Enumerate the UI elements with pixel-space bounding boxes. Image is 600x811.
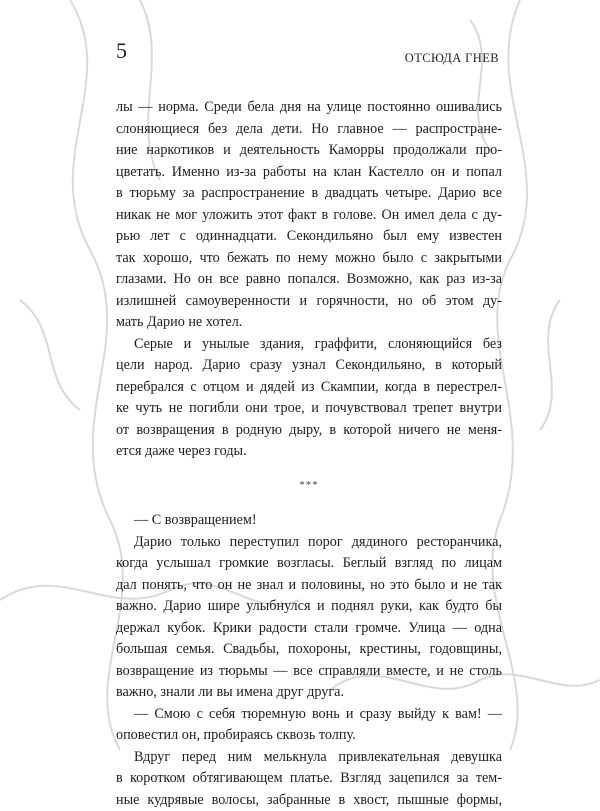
text-line: ется даже через годы. (116, 441, 502, 463)
text-line: ные кудрявые волосы, забранные в хвост, пышные формы, (116, 790, 502, 811)
text-line: когда услышал громкие возгласы. Беглый взгляд по лицам (116, 553, 502, 575)
text-line: слоняющиеся без дела дети. Но главное — распростране- (116, 119, 502, 141)
paragraph (116, 510, 502, 532)
text-line: ке чуть не погибли они трое, и почувствовал трепет внутри (116, 398, 502, 420)
text-line: Дарио только переступил порог дядиного ресторанчика, (116, 532, 502, 554)
text-line: от возвращения в родную дыру, в которой ничего не меня- (116, 420, 502, 442)
paragraph (116, 334, 502, 463)
text-line: оповестил он, пробираясь сквозь толпу. (116, 725, 502, 747)
text-line: в тюрьму за распространение в двадцать четыре. Дарио все (116, 183, 502, 205)
text-line: мать Дарио не хотел. (116, 312, 502, 334)
scene-break: *** (116, 475, 502, 497)
text-line: Серые и унылые здания, граффити, слоняющийся без (116, 334, 502, 356)
text-line: большая семья. Свадьбы, похороны, крестины, годовщины, (116, 639, 502, 661)
text-line: возвращение из тюрьмы — все справляли вместе, и не столь (116, 661, 502, 683)
text-line: держал кубок. Крики радости стали громче. Улица — одна (116, 618, 502, 640)
text-line: в коротком обтягивающем платье. Взгляд зацепился за тем- (116, 768, 502, 790)
text-line: ние наркотиков и деятельность Каморры продолжали про- (116, 140, 502, 162)
body-text (116, 97, 502, 811)
paragraph (116, 532, 502, 704)
text-line: Вдруг перед ним мелькнула привлекательная девушка (116, 747, 502, 769)
text-line: глазами. Но он все равно попался. Возможно, как раз из-за (116, 269, 502, 291)
paragraph (116, 704, 502, 747)
text-line: никак не мог уложить этот факт в голове. Он имел дела с ду- (116, 205, 502, 227)
text-line: важно, знали ли вы имена друг друга. (116, 682, 502, 704)
paragraph (116, 747, 502, 811)
text-line: — Смою с себя тюремную вонь и сразу выйду к вам! — (116, 704, 502, 726)
text-line: дал понять, что он не знал и половины, но это было и не так (116, 575, 502, 597)
text-line: — С возвращением! (116, 510, 502, 532)
text-line: излишней самоуверенности и горячности, но об этом ду- (116, 291, 502, 313)
text-line: перебрался с отцом и дядей из Скампии, когда в перестрел- (116, 377, 502, 399)
text-line: лы — норма. Среди бела дня на улице постоянно ошивались (116, 97, 502, 119)
text-line: важно. Дарио шире улыбнулся и поднял руки, как будто бы (116, 596, 502, 618)
text-line: рью лет с одиннадцати. Секондильяно был ему известен (116, 226, 502, 248)
text-line: цветать. Именно из-за работы на клан Кастелло он и попал (116, 162, 502, 184)
running-title: ОТСЮДА ГНЕВ (405, 51, 499, 66)
paragraph (116, 97, 502, 334)
text-line: цели народ. Дарио сразу узнал Секондильяно, в который (116, 355, 502, 377)
page-number: 5 (116, 38, 127, 64)
text-line: так хорошо, что бежать по нему можно было с закрытыми (116, 248, 502, 270)
